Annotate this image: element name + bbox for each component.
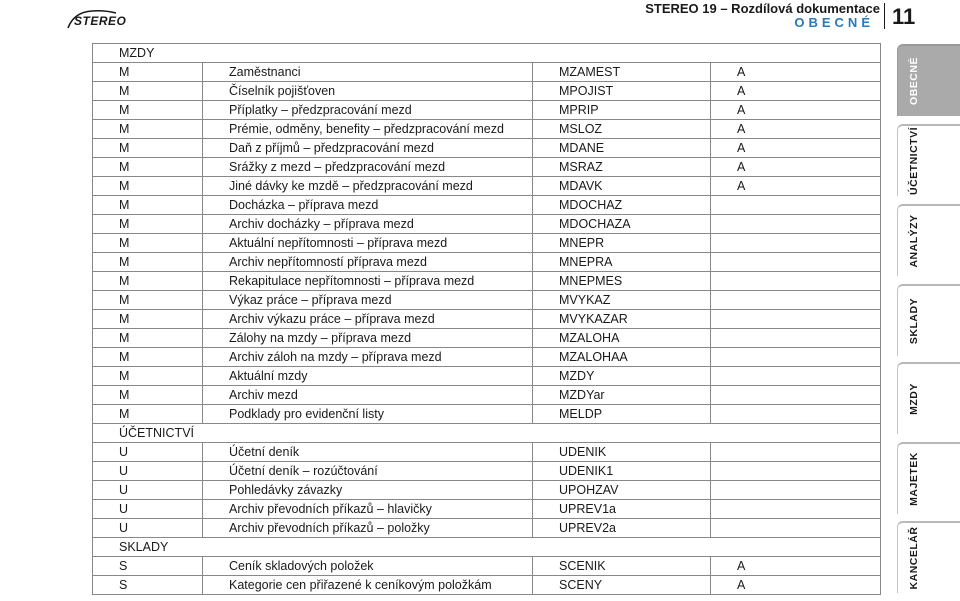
flag-cell: A [711, 120, 881, 139]
module-code-cell: M [93, 348, 203, 367]
flag-cell: A [711, 158, 881, 177]
files-table [92, 43, 881, 595]
table-row [93, 557, 881, 576]
file-name-cell: MNEPR [533, 234, 711, 253]
file-name-cell: MZALOHAA [533, 348, 711, 367]
file-name-cell: MZDY [533, 367, 711, 386]
table-name-cell: Archiv mezd [203, 386, 533, 405]
table-row [93, 310, 881, 329]
flag-cell: A [711, 576, 881, 595]
flag-cell [711, 500, 881, 519]
header-divider [884, 3, 885, 29]
file-name-cell: MDANE [533, 139, 711, 158]
flag-cell [711, 253, 881, 272]
table-name-cell: Ceník skladových položek [203, 557, 533, 576]
table-name-cell: Archiv docházky – příprava mezd [203, 215, 533, 234]
file-name-cell: SCENY [533, 576, 711, 595]
table-row [93, 215, 881, 234]
sidebar-tab-label: MAJETEK [908, 452, 920, 506]
module-code-cell: U [93, 443, 203, 462]
module-code-cell: M [93, 329, 203, 348]
table-name-cell: Zaměstnanci [203, 63, 533, 82]
sidebar-tab-0[interactable] [897, 44, 960, 116]
table-row [93, 329, 881, 348]
section-row [93, 424, 881, 443]
flag-cell [711, 329, 881, 348]
section-title: ÚČETNICTVÍ [93, 424, 881, 443]
chapter-sidebar [897, 0, 960, 601]
file-name-cell: MSRAZ [533, 158, 711, 177]
module-code-cell: M [93, 386, 203, 405]
table-row [93, 63, 881, 82]
table-name-cell: Archiv převodních příkazů – položky [203, 519, 533, 538]
table-name-cell: Kategorie cen přiřazené k ceníkovým položkám [203, 576, 533, 595]
section-title: SKLADY [93, 538, 881, 557]
file-name-cell: MNEPMES [533, 272, 711, 291]
file-name-cell: MPOJIST [533, 82, 711, 101]
flag-cell [711, 272, 881, 291]
table-name-cell: Daň z příjmů – předzpracování mezd [203, 139, 533, 158]
table-row [93, 348, 881, 367]
file-name-cell: MSLOZ [533, 120, 711, 139]
file-name-cell: MELDP [533, 405, 711, 424]
table-name-cell: Číselník pojišťoven [203, 82, 533, 101]
sidebar-tab-4[interactable] [897, 362, 960, 434]
sidebar-tab-label: ÚČETNICTVÍ [908, 127, 920, 195]
table-row [93, 405, 881, 424]
table-row [93, 367, 881, 386]
flag-cell [711, 462, 881, 481]
table-row [93, 386, 881, 405]
table-name-cell: Prémie, odměny, benefity – předzpracování mezd [203, 120, 533, 139]
file-name-cell: MPRIP [533, 101, 711, 120]
flag-cell: A [711, 139, 881, 158]
module-code-cell: M [93, 310, 203, 329]
logo-text: STEREO [74, 14, 127, 28]
module-code-cell: M [93, 405, 203, 424]
flag-cell [711, 367, 881, 386]
module-code-cell: U [93, 462, 203, 481]
module-code-cell: M [93, 139, 203, 158]
table-row [93, 82, 881, 101]
file-name-cell: UDENIK1 [533, 462, 711, 481]
module-code-cell: U [93, 500, 203, 519]
table-name-cell: Archiv převodních příkazů – hlavičky [203, 500, 533, 519]
file-name-cell: SCENIK [533, 557, 711, 576]
table-name-cell: Zálohy na mzdy – příprava mezd [203, 329, 533, 348]
table-name-cell: Účetní deník [203, 443, 533, 462]
module-code-cell: M [93, 253, 203, 272]
module-code-cell: S [93, 557, 203, 576]
flag-cell: A [711, 557, 881, 576]
table-row [93, 272, 881, 291]
module-code-cell: U [93, 519, 203, 538]
sidebar-tab-label: OBECNÉ [908, 57, 920, 105]
table-name-cell: Aktuální mzdy [203, 367, 533, 386]
sidebar-tab-3[interactable] [897, 284, 960, 356]
page-number: 11 [892, 4, 916, 29]
file-name-cell: UDENIK [533, 443, 711, 462]
file-name-cell: MDAVK [533, 177, 711, 196]
flag-cell [711, 348, 881, 367]
module-code-cell: M [93, 82, 203, 101]
file-name-cell: UPREV2a [533, 519, 711, 538]
table-name-cell: Srážky z mezd – předzpracování mezd [203, 158, 533, 177]
file-name-cell: UPOHZAV [533, 481, 711, 500]
flag-cell [711, 443, 881, 462]
file-name-cell: MDOCHAZA [533, 215, 711, 234]
sidebar-tab-label: ANALÝZY [908, 214, 920, 268]
flag-cell [711, 234, 881, 253]
module-code-cell: M [93, 234, 203, 253]
section-title: MZDY [93, 44, 881, 63]
flag-cell: A [711, 63, 881, 82]
flag-cell: A [711, 101, 881, 120]
flag-cell [711, 291, 881, 310]
flag-cell [711, 310, 881, 329]
table-row [93, 443, 881, 462]
table-name-cell: Archiv nepřítomností příprava mezd [203, 253, 533, 272]
module-code-cell: M [93, 367, 203, 386]
table-row [93, 139, 881, 158]
file-name-cell: MZDYar [533, 386, 711, 405]
table-row [93, 462, 881, 481]
section-row [93, 44, 881, 63]
module-code-cell: M [93, 120, 203, 139]
table-name-cell: Aktuální nepřítomnosti – příprava mezd [203, 234, 533, 253]
table-row [93, 120, 881, 139]
stereo-logo [66, 8, 127, 30]
file-name-cell: MVYKAZ [533, 291, 711, 310]
table-row [93, 196, 881, 215]
table-row [93, 481, 881, 500]
sidebar-tab-5[interactable] [897, 442, 960, 514]
table-row [93, 500, 881, 519]
sidebar-tab-label: KANCELÁŘ [908, 526, 920, 590]
module-code-cell: U [93, 481, 203, 500]
module-code-cell: M [93, 158, 203, 177]
table-row [93, 576, 881, 595]
file-name-cell: MNEPRA [533, 253, 711, 272]
table-row [93, 291, 881, 310]
table-name-cell: Pohledávky závazky [203, 481, 533, 500]
table-name-cell: Účetní deník – rozúčtování [203, 462, 533, 481]
module-code-cell: M [93, 196, 203, 215]
table-name-cell: Výkaz práce – příprava mezd [203, 291, 533, 310]
section-row [93, 538, 881, 557]
document-title: STEREO 19 – Rozdílová dokumentace [645, 1, 880, 16]
module-code-cell: M [93, 215, 203, 234]
module-code-cell: M [93, 177, 203, 196]
table-row [93, 519, 881, 538]
flag-cell [711, 196, 881, 215]
file-name-cell: MVYKAZAR [533, 310, 711, 329]
table-row [93, 177, 881, 196]
flag-cell [711, 405, 881, 424]
sidebar-tab-label: SKLADY [908, 297, 920, 345]
module-code-cell: M [93, 272, 203, 291]
module-code-cell: M [93, 63, 203, 82]
file-name-cell: UPREV1a [533, 500, 711, 519]
sidebar-tab-6[interactable] [897, 521, 960, 593]
table-name-cell: Příplatky – předzpracování mezd [203, 101, 533, 120]
file-name-cell: MZALOHA [533, 329, 711, 348]
flag-cell: A [711, 82, 881, 101]
table-row [93, 234, 881, 253]
table-name-cell: Docházka – příprava mezd [203, 196, 533, 215]
section-header: OBECNÉ [794, 15, 874, 30]
table-row [93, 101, 881, 120]
flag-cell [711, 215, 881, 234]
table-row [93, 253, 881, 272]
table-name-cell: Rekapitulace nepřítomnosti – příprava mezd [203, 272, 533, 291]
file-name-cell: MZAMEST [533, 63, 711, 82]
table-name-cell: Archiv výkazu práce – příprava mezd [203, 310, 533, 329]
table-row [93, 158, 881, 177]
files-table-body [93, 44, 881, 595]
file-name-cell: MDOCHAZ [533, 196, 711, 215]
module-code-cell: M [93, 291, 203, 310]
table-name-cell: Podklady pro evidenční listy [203, 405, 533, 424]
flag-cell: A [711, 177, 881, 196]
sidebar-tab-1[interactable] [897, 124, 960, 196]
flag-cell [711, 519, 881, 538]
flag-cell [711, 481, 881, 500]
sidebar-tab-2[interactable] [897, 204, 960, 276]
sidebar-tab-label: MZDY [908, 383, 920, 415]
table-name-cell: Jiné dávky ke mzdě – předzpracování mezd [203, 177, 533, 196]
module-code-cell: S [93, 576, 203, 595]
module-code-cell: M [93, 101, 203, 120]
flag-cell [711, 386, 881, 405]
table-name-cell: Archiv záloh na mzdy – příprava mezd [203, 348, 533, 367]
